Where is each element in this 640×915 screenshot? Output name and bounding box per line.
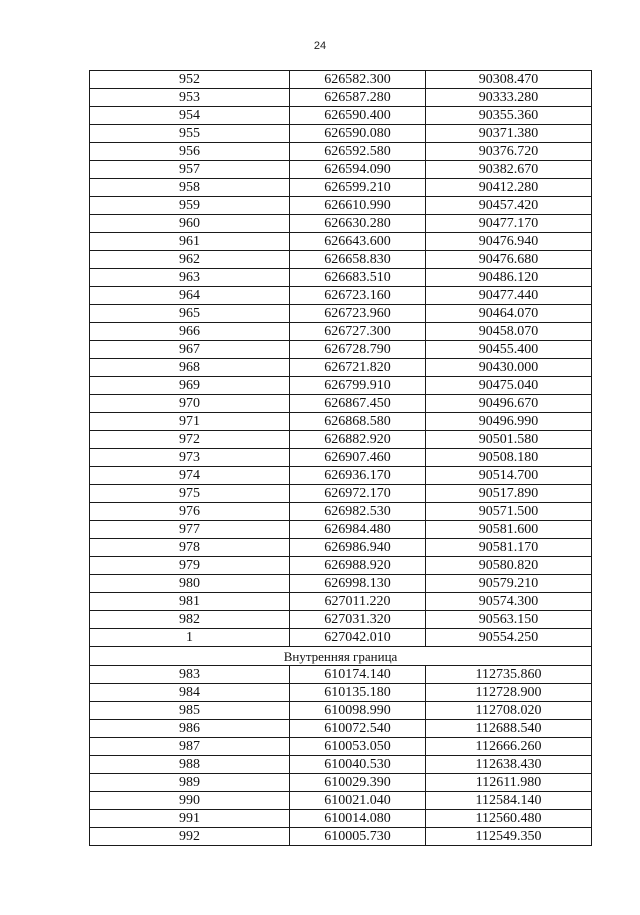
- y-coordinate-cell: 90554.250: [426, 629, 592, 647]
- table-row: [90, 269, 592, 287]
- y-coordinate-cell: 90455.400: [426, 341, 592, 359]
- x-coordinate-cell: 626936.170: [290, 467, 426, 485]
- point-number-cell: 977: [90, 521, 290, 539]
- point-number-cell: 972: [90, 431, 290, 449]
- y-coordinate-cell: 90574.300: [426, 593, 592, 611]
- x-coordinate-cell: 626582.300: [290, 71, 426, 89]
- y-coordinate-cell: 90308.470: [426, 71, 592, 89]
- y-coordinate-cell: 90580.820: [426, 557, 592, 575]
- section-title: Внутренняя граница: [90, 647, 592, 666]
- point-number-cell: 954: [90, 107, 290, 125]
- x-coordinate-cell: 626907.460: [290, 449, 426, 467]
- x-coordinate-cell: 610040.530: [290, 756, 426, 774]
- point-number-cell: 978: [90, 539, 290, 557]
- table-row: [90, 467, 592, 485]
- y-coordinate-cell: 112688.540: [426, 720, 592, 738]
- y-coordinate-cell: 90581.170: [426, 539, 592, 557]
- table-row: [90, 179, 592, 197]
- x-coordinate-cell: 626799.910: [290, 377, 426, 395]
- x-coordinate-cell: 610053.050: [290, 738, 426, 756]
- y-coordinate-cell: 112666.260: [426, 738, 592, 756]
- x-coordinate-cell: 626723.960: [290, 305, 426, 323]
- point-number-cell: 952: [90, 71, 290, 89]
- point-number-cell: 967: [90, 341, 290, 359]
- x-coordinate-cell: 610029.390: [290, 774, 426, 792]
- y-coordinate-cell: 112560.480: [426, 810, 592, 828]
- table-row: [90, 377, 592, 395]
- x-coordinate-cell: 610021.040: [290, 792, 426, 810]
- point-number-cell: 965: [90, 305, 290, 323]
- y-coordinate-cell: 90508.180: [426, 449, 592, 467]
- x-coordinate-cell: 626882.920: [290, 431, 426, 449]
- table-row: [90, 359, 592, 377]
- point-number-cell: 975: [90, 485, 290, 503]
- table-row: [90, 251, 592, 269]
- y-coordinate-cell: 90514.700: [426, 467, 592, 485]
- y-coordinate-cell: 90501.580: [426, 431, 592, 449]
- point-number-cell: 970: [90, 395, 290, 413]
- coordinates-table: [89, 70, 592, 846]
- table-row: [90, 197, 592, 215]
- y-coordinate-cell: 90477.440: [426, 287, 592, 305]
- y-coordinate-cell: 112638.430: [426, 756, 592, 774]
- point-number-cell: 963: [90, 269, 290, 287]
- table-row: [90, 810, 592, 828]
- table-row: [90, 305, 592, 323]
- y-coordinate-cell: 90355.360: [426, 107, 592, 125]
- x-coordinate-cell: 627031.320: [290, 611, 426, 629]
- x-coordinate-cell: 626683.510: [290, 269, 426, 287]
- point-number-cell: 974: [90, 467, 290, 485]
- point-number-cell: 1: [90, 629, 290, 647]
- y-coordinate-cell: 90563.150: [426, 611, 592, 629]
- table-row: [90, 503, 592, 521]
- x-coordinate-cell: 626590.080: [290, 125, 426, 143]
- y-coordinate-cell: 90496.670: [426, 395, 592, 413]
- point-number-cell: 985: [90, 702, 290, 720]
- x-coordinate-cell: 626592.580: [290, 143, 426, 161]
- table-row: [90, 125, 592, 143]
- y-coordinate-cell: 90382.670: [426, 161, 592, 179]
- x-coordinate-cell: 626972.170: [290, 485, 426, 503]
- point-number-cell: 962: [90, 251, 290, 269]
- y-coordinate-cell: 90476.940: [426, 233, 592, 251]
- x-coordinate-cell: 610135.180: [290, 684, 426, 702]
- x-coordinate-cell: 626599.210: [290, 179, 426, 197]
- point-number-cell: 992: [90, 828, 290, 846]
- x-coordinate-cell: 626727.300: [290, 323, 426, 341]
- point-number-cell: 961: [90, 233, 290, 251]
- table-row: [90, 521, 592, 539]
- table-row: [90, 215, 592, 233]
- y-coordinate-cell: 90486.120: [426, 269, 592, 287]
- table-row: [90, 107, 592, 125]
- y-coordinate-cell: 90430.000: [426, 359, 592, 377]
- y-coordinate-cell: 90475.040: [426, 377, 592, 395]
- y-coordinate-cell: 90457.420: [426, 197, 592, 215]
- page-number: 24: [313, 40, 327, 52]
- x-coordinate-cell: 626630.280: [290, 215, 426, 233]
- point-number-cell: 980: [90, 575, 290, 593]
- y-coordinate-cell: 112584.140: [426, 792, 592, 810]
- table-row: [90, 720, 592, 738]
- x-coordinate-cell: 610174.140: [290, 666, 426, 684]
- table-row: [90, 143, 592, 161]
- y-coordinate-cell: 90571.500: [426, 503, 592, 521]
- y-coordinate-cell: 90333.280: [426, 89, 592, 107]
- point-number-cell: 953: [90, 89, 290, 107]
- point-number-cell: 971: [90, 413, 290, 431]
- x-coordinate-cell: 626610.990: [290, 197, 426, 215]
- y-coordinate-cell: 90477.170: [426, 215, 592, 233]
- x-coordinate-cell: 626982.530: [290, 503, 426, 521]
- table-row: [90, 341, 592, 359]
- y-coordinate-cell: 90458.070: [426, 323, 592, 341]
- x-coordinate-cell: 626721.820: [290, 359, 426, 377]
- point-number-cell: 979: [90, 557, 290, 575]
- point-number-cell: 973: [90, 449, 290, 467]
- y-coordinate-cell: 90464.070: [426, 305, 592, 323]
- table-row: [90, 611, 592, 629]
- x-coordinate-cell: 626998.130: [290, 575, 426, 593]
- y-coordinate-cell: 112735.860: [426, 666, 592, 684]
- x-coordinate-cell: 626988.920: [290, 557, 426, 575]
- table-row: [90, 593, 592, 611]
- point-number-cell: 968: [90, 359, 290, 377]
- point-number-cell: 969: [90, 377, 290, 395]
- point-number-cell: 990: [90, 792, 290, 810]
- x-coordinate-cell: 610098.990: [290, 702, 426, 720]
- table-row: [90, 828, 592, 846]
- point-number-cell: 989: [90, 774, 290, 792]
- point-number-cell: 986: [90, 720, 290, 738]
- point-number-cell: 981: [90, 593, 290, 611]
- x-coordinate-cell: 610072.540: [290, 720, 426, 738]
- table-row: [90, 629, 592, 647]
- x-coordinate-cell: 626643.600: [290, 233, 426, 251]
- y-coordinate-cell: 90476.680: [426, 251, 592, 269]
- y-coordinate-cell: 90579.210: [426, 575, 592, 593]
- x-coordinate-cell: 626984.480: [290, 521, 426, 539]
- point-number-cell: 960: [90, 215, 290, 233]
- table-row: [90, 485, 592, 503]
- coordinates-table-body: [90, 71, 592, 846]
- y-coordinate-cell: 112728.900: [426, 684, 592, 702]
- table-row: [90, 287, 592, 305]
- x-coordinate-cell: 626868.580: [290, 413, 426, 431]
- table-row: [90, 395, 592, 413]
- point-number-cell: 983: [90, 666, 290, 684]
- table-row: [90, 413, 592, 431]
- table-row: [90, 431, 592, 449]
- y-coordinate-cell: 90496.990: [426, 413, 592, 431]
- x-coordinate-cell: 627011.220: [290, 593, 426, 611]
- table-row: [90, 702, 592, 720]
- x-coordinate-cell: 626867.450: [290, 395, 426, 413]
- table-row: [90, 738, 592, 756]
- table-row: [90, 792, 592, 810]
- x-coordinate-cell: 626728.790: [290, 341, 426, 359]
- point-number-cell: 956: [90, 143, 290, 161]
- point-number-cell: 957: [90, 161, 290, 179]
- table-row: [90, 71, 592, 89]
- table-row: [90, 684, 592, 702]
- y-coordinate-cell: 90581.600: [426, 521, 592, 539]
- x-coordinate-cell: 626986.940: [290, 539, 426, 557]
- point-number-cell: 991: [90, 810, 290, 828]
- point-number-cell: 988: [90, 756, 290, 774]
- table-row: [90, 557, 592, 575]
- point-number-cell: 984: [90, 684, 290, 702]
- table-row: [90, 323, 592, 341]
- y-coordinate-cell: 112549.350: [426, 828, 592, 846]
- point-number-cell: 982: [90, 611, 290, 629]
- y-coordinate-cell: 112708.020: [426, 702, 592, 720]
- table-row: [90, 756, 592, 774]
- point-number-cell: 964: [90, 287, 290, 305]
- y-coordinate-cell: 90376.720: [426, 143, 592, 161]
- point-number-cell: 966: [90, 323, 290, 341]
- table-row: [90, 161, 592, 179]
- x-coordinate-cell: 627042.010: [290, 629, 426, 647]
- point-number-cell: 976: [90, 503, 290, 521]
- section-header-row: [90, 647, 592, 666]
- table-row: [90, 449, 592, 467]
- table-row: [90, 539, 592, 557]
- x-coordinate-cell: 610014.080: [290, 810, 426, 828]
- x-coordinate-cell: 626723.160: [290, 287, 426, 305]
- point-number-cell: 959: [90, 197, 290, 215]
- table-row: [90, 89, 592, 107]
- table-row: [90, 774, 592, 792]
- table-row: [90, 575, 592, 593]
- x-coordinate-cell: 626587.280: [290, 89, 426, 107]
- table-row: [90, 233, 592, 251]
- x-coordinate-cell: 610005.730: [290, 828, 426, 846]
- point-number-cell: 987: [90, 738, 290, 756]
- y-coordinate-cell: 90412.280: [426, 179, 592, 197]
- x-coordinate-cell: 626658.830: [290, 251, 426, 269]
- x-coordinate-cell: 626590.400: [290, 107, 426, 125]
- y-coordinate-cell: 112611.980: [426, 774, 592, 792]
- point-number-cell: 955: [90, 125, 290, 143]
- table-row: [90, 666, 592, 684]
- x-coordinate-cell: 626594.090: [290, 161, 426, 179]
- y-coordinate-cell: 90517.890: [426, 485, 592, 503]
- y-coordinate-cell: 90371.380: [426, 125, 592, 143]
- point-number-cell: 958: [90, 179, 290, 197]
